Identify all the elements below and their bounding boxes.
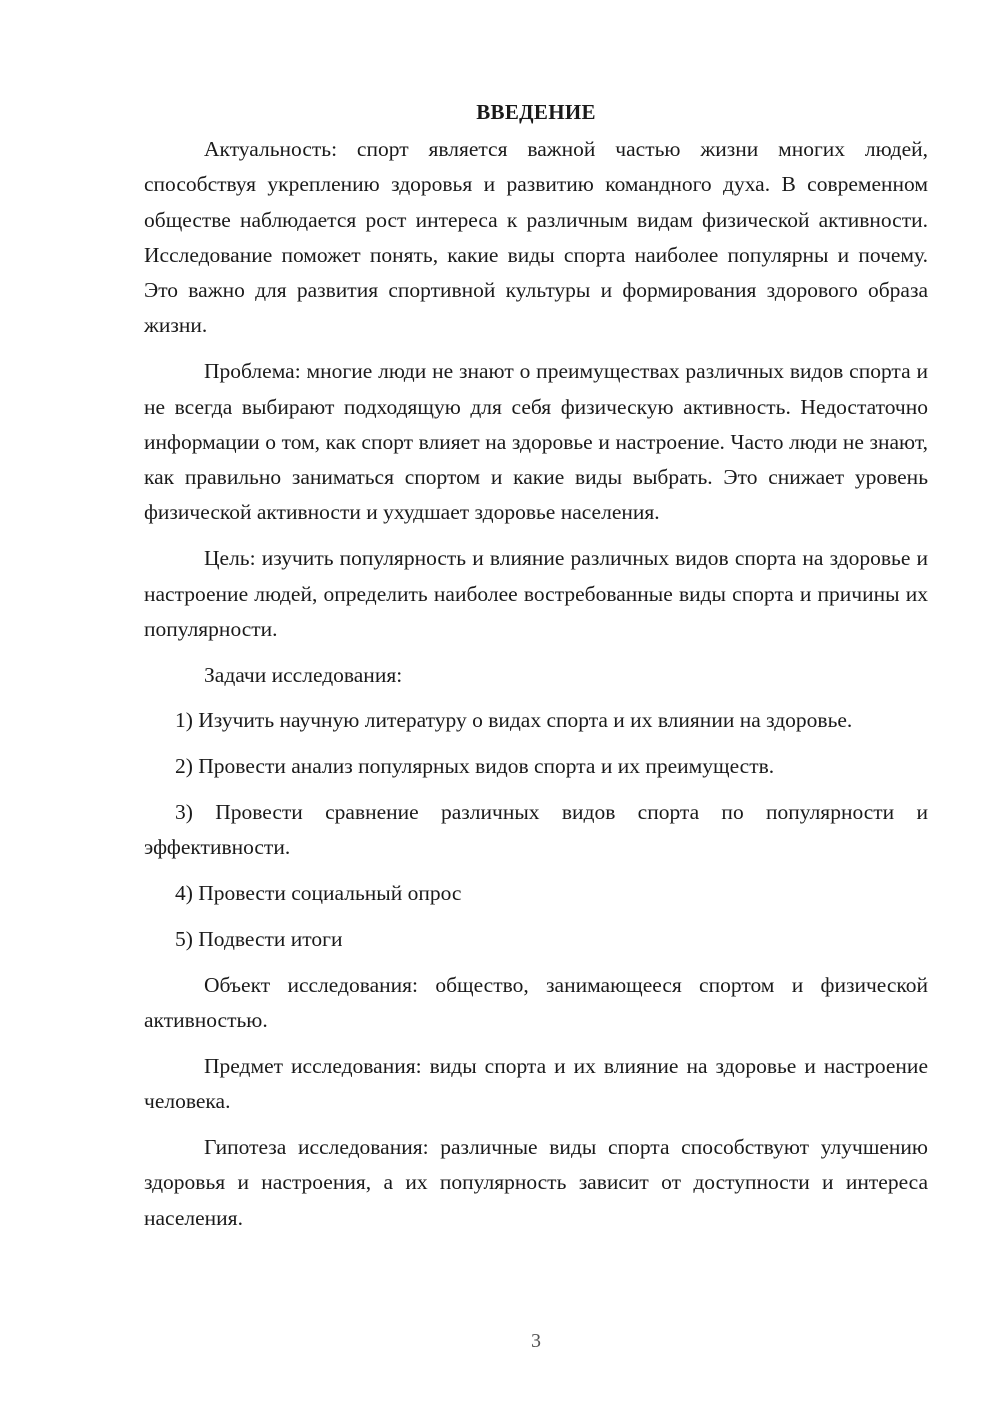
tasks-list — [144, 703, 928, 957]
section-heading: ВВЕДЕНИЕ — [476, 100, 596, 124]
tasks-heading: Задачи исследования: — [204, 662, 403, 687]
subject-paragraph: Предмет исследования: виды спорта и их влияние на здоровье и настроение человека. — [144, 1053, 928, 1114]
list-item: 1) Изучить научную литературу о видах спорта и их влиянии на здоровье. — [175, 708, 853, 733]
list-item: 5) Подвести итоги — [175, 926, 343, 951]
list-item: 3) Провести сравнение различных видов спорта по популярности и эффективности. — [144, 800, 928, 860]
page-number: 3 — [531, 1330, 541, 1352]
list-item: 4) Провести социальный опрос — [175, 881, 462, 906]
problem-paragraph: Проблема: многие люди не знают о преимуществах различных видов спорта и не всегда выбирают подходящую для себя физическую активность. Недостаточно информации о том, как спорт влияет на здоровье и настроение. Часто люди не знают, как правильно заниматься спортом и какие виды выбрать. Это снижает уровень физической активности и ухудшает здоровье населения. — [144, 359, 928, 525]
hypothesis-paragraph: Гипотеза исследования: различные виды спорта способствуют улучшению здоровья и настроения, а их популярность зависит от доступности и интереса населения. — [144, 1134, 928, 1230]
goal-paragraph: Цель: изучить популярность и влияние различных видов спорта на здоровье и настроение людей, определить наиболее востребованные виды спорта и причины их популярности. — [144, 546, 928, 641]
object-paragraph: Объект исследования: общество, занимающееся спортом и физической активностью. — [144, 972, 928, 1033]
relevance-paragraph: Актуальность: спорт является важной частью жизни многих людей, способствуя укреплению здоровья и развитию командного духа. В современном обществе наблюдается рост интереса к различным видам физической активности. Исследование поможет понять, какие виды спорта наиболее популярны и почему. Это важно для развития спортивной культуры и формирования здорового образа жизни. — [144, 137, 928, 338]
list-item: 2) Провести анализ популярных видов спорта и их преимуществ. — [175, 754, 775, 779]
document-page — [144, 96, 928, 1246]
